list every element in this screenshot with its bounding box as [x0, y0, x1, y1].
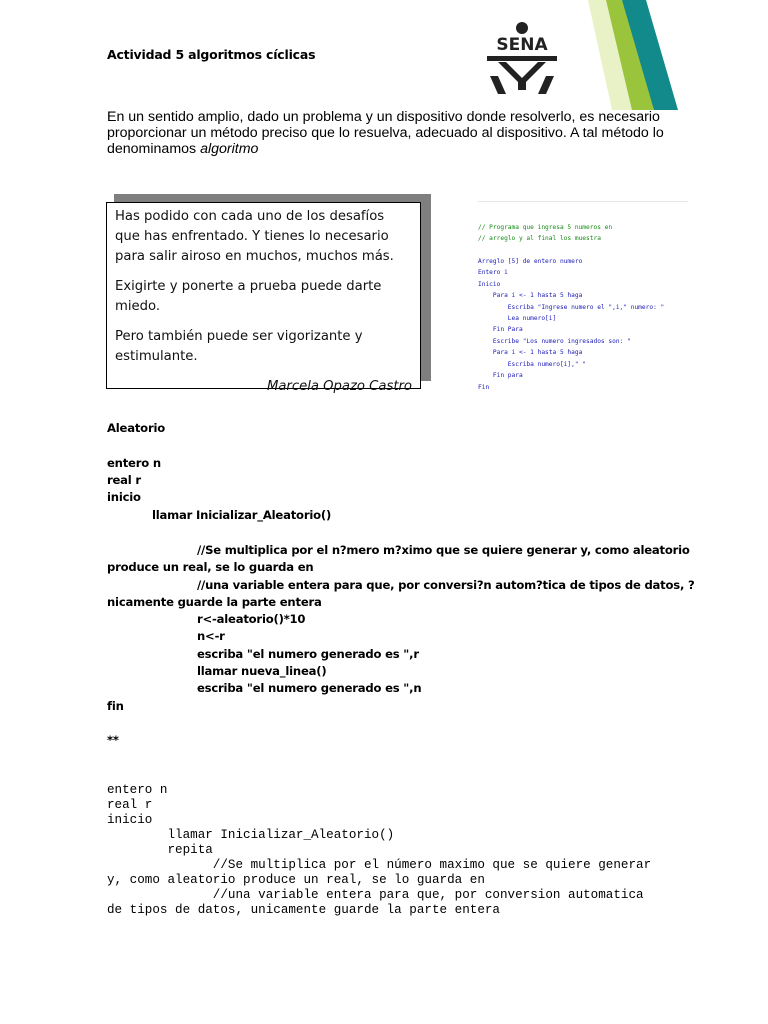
code-line: produce un real, se lo guarda en: [107, 560, 314, 574]
monospace-code-block: entero n real r inicio llamar Inicializar_Aleatorio() repita //Se multiplica por el número maximo que se quiere generar y, como aleatorio produce un real, se lo guarda en //una variable entera para que, por conversion automatica de tipos de datos, unicamente guarde la parte entera: [107, 783, 652, 917]
code-line: entero n: [107, 456, 161, 470]
code-screenshot-line: Fin para: [478, 372, 523, 380]
code-screenshot: [478, 199, 688, 393]
code-screenshot-line: Escriba "Ingrese numero el ",i," numero: ": [478, 303, 665, 311]
code-screenshot-line: Fin Para: [478, 326, 523, 334]
code-line: llamar nueva_linea(): [197, 664, 327, 678]
code-line: nicamente guarde la parte entera: [107, 595, 322, 609]
header-stripes-decoration: [588, 0, 768, 110]
code-screenshot-line: // arreglo y al final los muestra: [478, 235, 601, 243]
code-line: escriba "el numero generado es ",n: [197, 681, 422, 695]
code-screenshot-line: Entero i: [478, 269, 508, 277]
quote-paragraph-3: Pero también puede ser vigorizante y estimulante.: [115, 329, 363, 364]
code-screenshot-line: Para i <- 1 hasta 5 haga: [478, 349, 583, 357]
code-screenshot-line: Lea numero[i]: [478, 315, 557, 323]
intro-paragraph: [107, 109, 667, 157]
code-line: n<-r: [197, 629, 225, 643]
intro-text: En un sentido amplio, dado un problema y un dispositivo donde resolverlo, es necesario proporcionar un método preciso que lo resuelva, adecuado al dispositivo. A tal método lo denominamos: [107, 109, 664, 157]
code-screenshot-line: Inicio: [478, 280, 501, 288]
quote-author: Marcela Opazo Castro: [266, 379, 412, 394]
code-screenshot-line: Para i <- 1 hasta 5 haga: [478, 292, 583, 300]
code-line: //una variable entera para que, por conversi?n autom?tica de tipos de datos, ?: [197, 578, 695, 592]
quote-box: [106, 202, 421, 394]
code-screenshot-line: Arreglo [5] de entero numero: [478, 258, 583, 266]
intro-emphasis: algoritmo: [200, 141, 259, 157]
sena-logo-icon: [484, 20, 560, 94]
code-line: escriba "el numero generado es ",r: [197, 647, 419, 661]
aleatorio-heading: Aleatorio: [107, 421, 165, 435]
quote-paragraph-1: Has podido con cada uno de los desafíos que has enfrentado. Y tienes lo necesario para salir airoso en muchos, muchos más.: [115, 209, 394, 264]
code-line: //Se multiplica por el n?mero m?ximo que se quiere generar y, como aleatorio: [197, 543, 690, 557]
quote-paragraph-2: Exigirte y ponerte a prueba puede darte miedo.: [115, 279, 382, 314]
page-title: Actividad 5 algoritmos cíclicas: [107, 47, 316, 62]
code-line: r<-aleatorio()*10: [197, 612, 306, 626]
code-screenshot-line: Escribe "Los numero ingresados son: ": [478, 337, 631, 345]
separator-stars: **: [107, 733, 119, 747]
code-line: inicio: [107, 490, 141, 504]
code-line: real r: [107, 473, 141, 487]
code-screenshot-line: Fin: [478, 383, 490, 391]
code-line: llamar Inicializar_Aleatorio(): [152, 508, 332, 522]
code-screenshot-line: [478, 245, 688, 256]
code-screenshot-line: // Programa que ingresa 5 numeros en: [478, 223, 613, 231]
code-line: fin: [107, 699, 124, 713]
sena-logo: [484, 20, 560, 94]
svg-text:SENA: SENA: [496, 35, 548, 55]
code-screenshot-line: Escriba numero[i]," ": [478, 360, 587, 368]
